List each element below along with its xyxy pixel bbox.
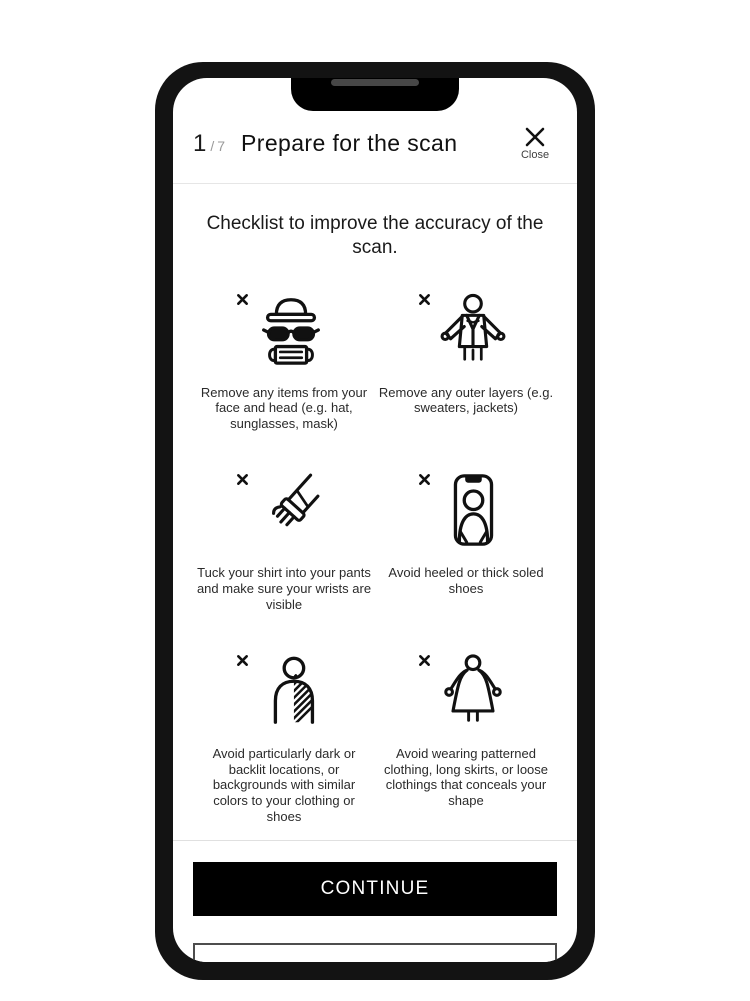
checklist-item [193, 471, 375, 612]
checklist-item-text: Remove any outer layers (e.g. sweaters, jackets) [378, 384, 554, 416]
backlit-person-icon [252, 652, 330, 730]
close-icon [524, 126, 546, 148]
step-current: 1 [193, 130, 207, 157]
page-title: Prepare for the scan [241, 130, 458, 156]
checklist-item-text: Avoid wearing patterned clothing, long skirts, or loose clothings that conceals your shape [383, 746, 549, 808]
shirt-cuff-wrist-icon [252, 471, 330, 549]
checklist-content [173, 184, 577, 840]
checklist-grid [193, 291, 557, 825]
step-total: 7 [217, 138, 226, 154]
close-label: Close [520, 149, 550, 161]
x-mark-icon [236, 654, 249, 667]
app-screen [173, 78, 577, 962]
loose-dress-icon [434, 652, 512, 730]
checklist-item [375, 652, 557, 824]
jacket-icon [434, 291, 512, 369]
checklist-item [193, 652, 375, 824]
checklist-item-text: Avoid heeled or thick soled shoes [388, 565, 544, 596]
phone-frame [155, 62, 595, 980]
close-button[interactable] [509, 126, 561, 161]
x-mark-icon [236, 473, 249, 486]
checklist-item-text: Remove any items from your face and head (e.g. hat, sunglasses, mask) [200, 384, 368, 431]
x-mark-icon [418, 654, 431, 667]
phone-notch [291, 78, 459, 111]
x-mark-icon [418, 473, 431, 486]
secondary-button[interactable] [193, 943, 557, 962]
checklist-item [375, 291, 557, 432]
x-mark-icon [418, 293, 431, 306]
checklist-item-text: Avoid particularly dark or backlit locations, or backgrounds with similar colors to your clothing or shoes [212, 746, 356, 824]
footer [173, 840, 577, 962]
x-mark-icon [236, 293, 249, 306]
phone-person-icon [434, 471, 512, 549]
speaker-grille-icon [331, 79, 419, 86]
checklist-item [193, 291, 375, 432]
checklist-item [375, 471, 557, 612]
checklist-item-text: Tuck your shirt into your pants and make sure your wrists are visible [196, 565, 372, 612]
continue-button[interactable]: CONTINUE [193, 862, 557, 916]
step-separator: / [210, 138, 215, 154]
subtitle: Checklist to improve the accuracy of the scan. [206, 213, 544, 259]
hat-sunglasses-mask-icon [252, 291, 330, 369]
